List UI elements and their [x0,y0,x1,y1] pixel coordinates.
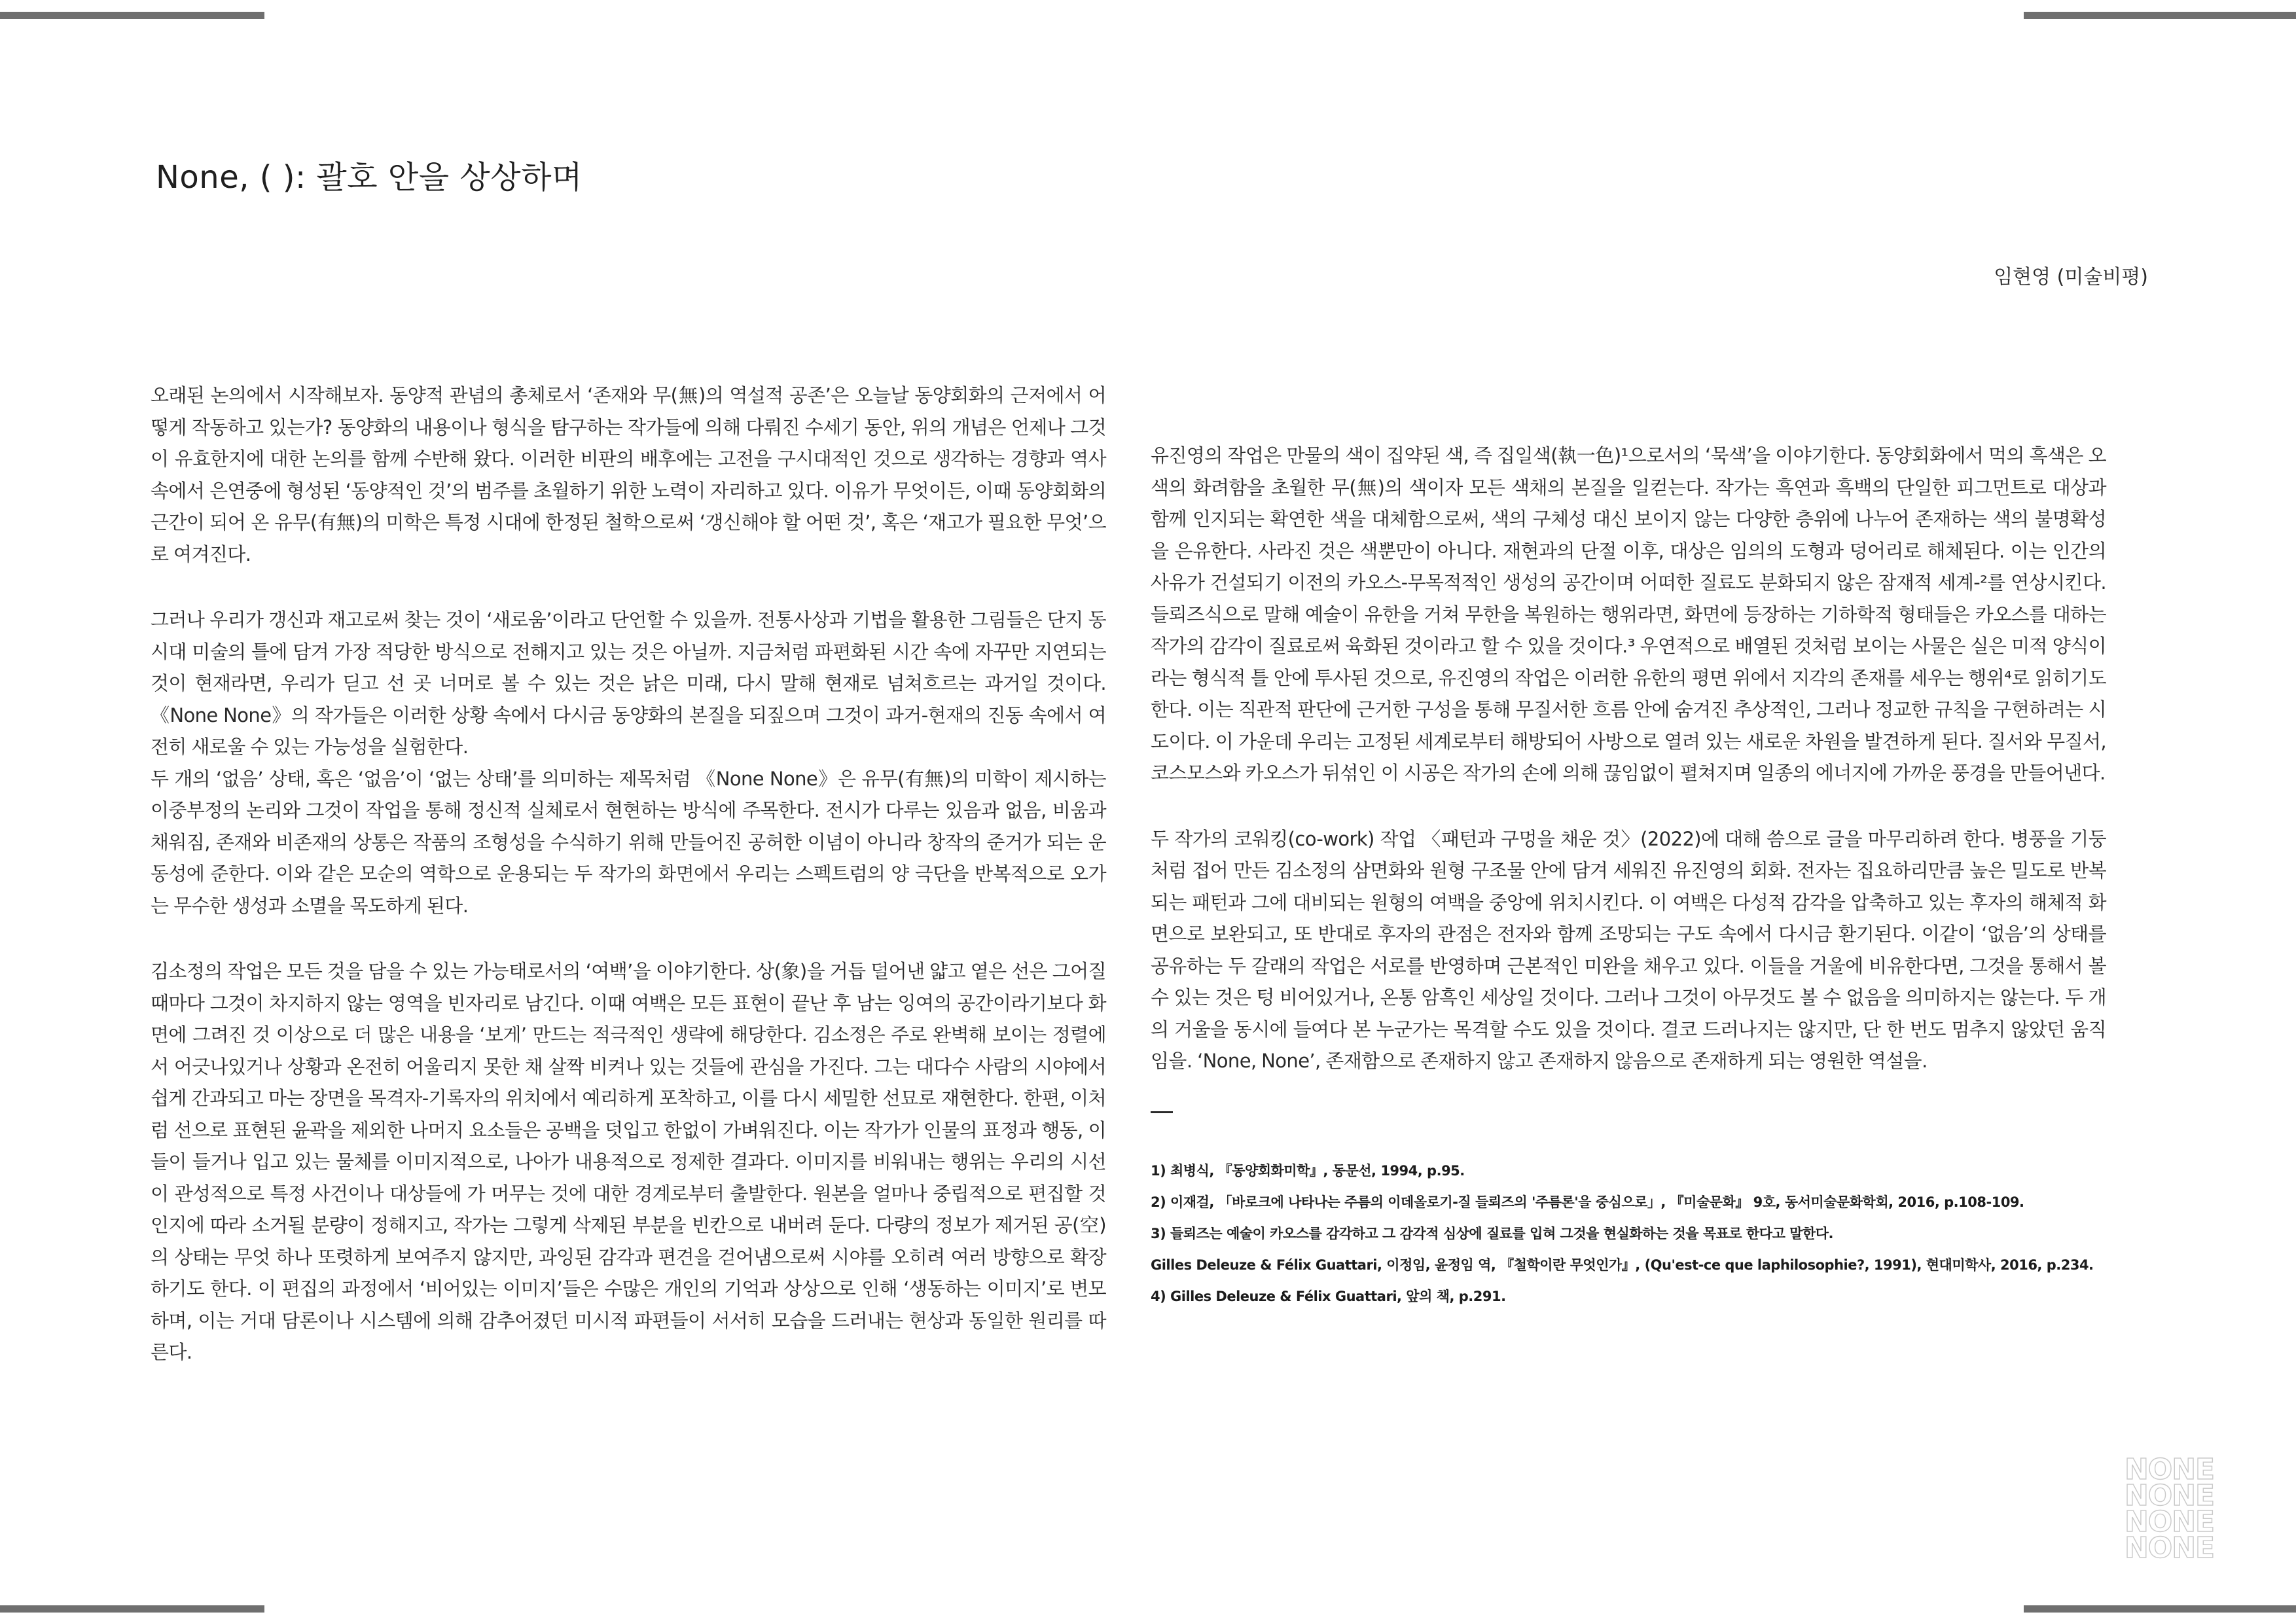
logo-line: NONE [2125,1505,2215,1539]
none-none-logo [2125,1453,2223,1565]
footnote: 3) 들뢰즈는 예술이 카오스를 감각하고 그 감각적 심상에 질료를 입혀 그것을 현실화하는 것을 목표로 한다고 말한다. [1151,1225,1834,1241]
footnote: 1) 최병식, 『동양회화미학』, 동문선, 1994, p.95. [1151,1162,1465,1179]
right-column [1151,440,2106,1312]
footnote-list [1151,1155,2106,1312]
paragraph: 그러나 우리가 갱신과 재고로써 찾는 것이 ‘새로움’이라고 단언할 수 있을까. 전통사상과 기법을 활용한 그림들은 단지 동시대 미술의 틀에 담겨 가장 적당한 방식으로 전해지고 있는 것은 아닐까. 지금처럼 파편화된 시간 속에 자꾸만 지연되는 것이 현재라면, 우리가 딛고 선 곳 너머로 볼 수 있는 것은 낡은 미래, 다시 말해 현재로 넘쳐흐르는 과거일 것이다. 《None None》의 작가들은 이러한 상황 속에서 다시금 동양화의 본질을 되짚으며 그것이 과거-현재의 진동 속에서 여전히 새로울 수 있는 가능성을 실험한다. [151,609,1106,758]
footnote: 4) Gilles Deleuze & Félix Guattari, 앞의 책, p.291. [1151,1288,1506,1304]
left-column [151,380,1106,1402]
footnote: 2) 이재걸, 「바로크에 나타나는 주름의 이데올로기-질 들뢰즈의 '주름론'을 중심으로」, 『미술문화』 9호, 동서미술문화학회, 2016, p.108-109. [1151,1194,2024,1210]
logo-line: NONE [2125,1453,2215,1486]
paragraph: 유진영의 작업은 만물의 색이 집약된 색, 즉 집일색(執一色)¹으로서의 ‘묵색’을 이야기한다. 동양회화에서 먹의 흑색은 오색의 화려함을 초월한 무(無)의 색이자 모든 색채의 본질을 일컫는다. 작가는 흑연과 흑백의 단일한 피그먼트로 대상과 함께 인지되는 확연한 색을 대체함으로써, 색의 구체성 대신 보이지 않는 다양한 층위에 나누어 존재하는 색의 불명확성을 은유한다. 사라진 것은 색뿐만이 아니다. 재현과의 단절 이후, 대상은 임의의 도형과 덩어리로 해체된다. 이는 인간의 사유가 건설되기 이전의 카오스-무목적적인 생성의 공간이며 어떠한 질료도 분화되지 않은 잠재적 세계-²를 연상시킨다. 들뢰즈식으로 말해 예술이 유한을 거쳐 무한을 복원하는 행위라면, 화면에 등장하는 기하학적 형태들은 카오스를 대하는 작가의 감각이 질료로써 육화된 것이라고 할 수 있을 것이다.³ 우연적으로 배열된 것처럼 보이는 사물은 실은 미적 양식이라는 형식적 틀 안에 투사된 것으로, 유진영의 작업은 이러한 유한의 평면 위에서 지각의 존재를 세우는 행위⁴로 읽히기도 한다. 이는 직관적 판단에 근거한 구성을 통해 무질서한 흐름 안에 숨겨진 추상적인, 그러나 정교한 규칙을 구현하려는 시도이다. 이 가운데 우리는 고정된 세계로부터 해방되어 사방으로 열려 있는 새로운 차원을 발견하게 된다. 질서와 무질서, 코스모스와 카오스가 뒤섞인 이 시공은 작가의 손에 의해 끊임없이 펼쳐지며 일종의 에너지에 가까운 풍경을 만들어낸다. [1151,444,2106,784]
footnote: Gilles Deleuze & Félix Guattari, 이정임, 윤정임 역, 『철학이란 무엇인가』, (Qu'est-ce que laphilosophie?, 1991), 현대미학사, 2016, p.234. [1151,1257,2094,1273]
author-byline: 임현영 (미술비평) [1994,266,2148,289]
paragraph: 두 작가의 코워킹(co-work) 작업 〈패턴과 구멍을 채운 것〉(2022)에 대해 씀으로 글을 마무리하려 한다. 병풍을 기둥처럼 접어 만든 김소정의 삼면화와 원형 구조물 안에 담겨 세워진 유진영의 회화. 전자는 집요하리만큼 높은 밀도로 반복되는 패턴과 그에 대비되는 원형의 여백을 중앙에 위치시킨다. 이 여백은 다성적 감각을 압축하고 있는 후자의 해체적 화면으로 보완되고, 또 반대로 후자의 관점은 전자와 함께 조망되는 구도 속에서 다시금 환기된다. 이같이 ‘없음’의 상태를 공유하는 두 갈래의 작업은 서로를 반영하며 근본적인 미완을 채우고 있다. 이들을 거울에 비유한다면, 그것을 통해서 볼 수 있는 것은 텅 비어있거나, 온통 암흑인 세상일 것이다. 그러나 그것이 아무것도 볼 수 없음을 의미하지는 않는다. 두 개의 거울을 동시에 들여다 본 누군가는 목격할 수도 있을 것이다. 결코 드러나지는 않지만, 단 한 번도 멈추지 않았던 움직임을. ‘None, None’, 존재함으로 존재하지 않고 존재하지 않음으로 존재하게 되는 영원한 역설을. [1151,827,2106,1072]
paragraph: 김소정의 작업은 모든 것을 담을 수 있는 가능태로서의 ‘여백’을 이야기한다. 상(象)을 거듭 덜어낸 얇고 옅은 선은 그어질 때마다 그것이 차지하지 않는 영역을 빈자리로 남긴다. 이때 여백은 모든 표현이 끝난 후 남는 잉여의 공간이라기보다 화면에 그려진 것 이상으로 더 많은 내용을 ‘보게’ 만드는 적극적인 생략에 해당한다. 김소정은 주로 완벽해 보이는 정렬에서 어긋나있거나 상황과 온전히 어울리지 못한 채 살짝 비켜나 있는 것들에 관심을 가진다. 그는 대다수 사람의 시야에서 쉽게 간과되고 마는 장면을 목격자-기록자의 위치에서 예리하게 포착하고, 이를 다시 세밀한 선묘로 재현한다. 한편, 이처럼 선으로 표현된 윤곽을 제외한 나머지 요소들은 공백을 덧입고 한없이 가벼워진다. 이는 작가가 인물의 표정과 행동, 이들이 들거나 입고 있는 물체를 이미지적으로, 나아가 내용적으로 정제한 결과다. 이미지를 비워내는 행위는 우리의 시선이 관성적으로 특정 사건이나 대상들에 가 머무는 것에 대한 경계로부터 출발한다. 원본을 얼마나 중립적으로 편집할 것인지에 따라 소거될 분량이 정해지고, 작가는 그렇게 삭제된 부분을 빈칸으로 내버려 둔다. 다량의 정보가 제거된 공(空)의 상태는 무엇 하나 또렷하게 보여주지 않지만, 과잉된 감각과 편견을 걷어냄으로써 시야를 오히려 여러 방향으로 확장하기도 한다. 이 편집의 과정에서 ‘비어있는 이미지’들은 수많은 개인의 기억과 상상으로 인해 ‘생동하는 이미지’로 변모하며, 이는 거대 담론이나 시스템에 의해 감추어졌던 미시적 파편들이 서서히 모습을 드러내는 현상과 동일한 원리를 따른다. [151,960,1106,1363]
corner-bar-bottom-right [2024,1605,2296,1613]
corner-bar-top-left [0,12,264,19]
page-title: None, ( ): 괄호 안을 상상하며 [156,159,583,196]
footnote-separator [1151,1111,1173,1113]
paragraph: 오래된 논의에서 시작해보자. 동양적 관념의 총체로서 ‘존재와 무(無)의 역설적 공존’은 오늘날 동양회화의 근저에서 어떻게 작동하고 있는가? 동양화의 내용이나 형식을 탐구하는 작가들에 의해 다뤄진 수세기 동안, 위의 개념은 언제나 그것이 유효한지에 대한 논의를 함께 수반해 왔다. 이러한 비판의 배후에는 고전을 구시대적인 것으로 생각하는 경향과 역사 속에서 은연중에 형성된 ‘동양적인 것’의 범주를 초월하기 위한 노력이 자리하고 있다. 이유가 무엇이든, 이때 동양회화의 근간이 되어 온 유무(有無)의 미학은 특정 시대에 한정된 철학으로써 ‘갱신해야 할 어떤 것’, 혹은 ‘재고가 필요한 무엇’으로 여겨진다. [151,384,1106,565]
paragraph: 두 개의 ‘없음’ 상태, 혹은 ‘없음’이 ‘없는 상태’를 의미하는 제목처럼 《None None》은 유무(有無)의 미학이 제시하는 이중부정의 논리와 그것이 작업을 통해 정신적 실체로서 현현하는 방식에 주목한다. 전시가 다루는 있음과 없음, 비움과 채워짐, 존재와 비존재의 상통은 작품의 조형성을 수식하기 위해 만들어진 공허한 이념이 아니라 창작의 준거가 되는 운동성에 준한다. 이와 같은 모순의 역학으로 운용되는 두 작가의 화면에서 우리는 스펙트럼의 양 극단을 반복적으로 오가는 무수한 생성과 소멸을 목도하게 된다. [151,767,1106,917]
corner-bar-bottom-left [0,1605,264,1613]
logo-line: NONE [2125,1531,2215,1565]
logo-line: NONE [2125,1479,2215,1512]
corner-bar-top-right [2024,12,2296,19]
